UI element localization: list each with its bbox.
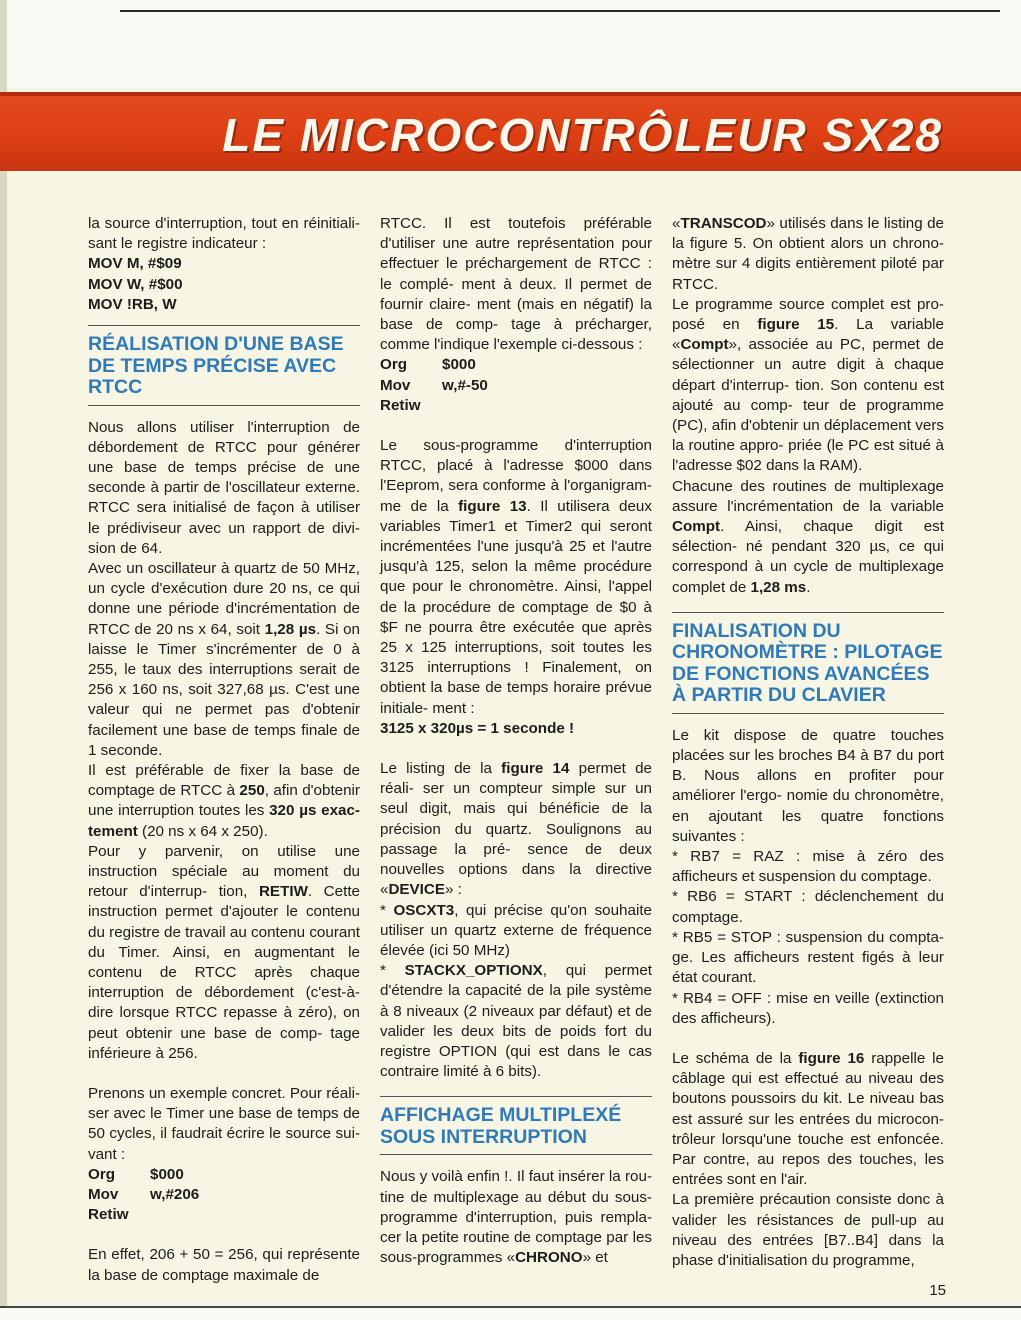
paragraph: Le schéma de la figure 16 rappelle le câblage qui est effectué au niveau des boutons poussoirs du kit. Le niveau bas est assuré sur les entrées du microcon- trôleur lorsqu'une touche est enfoncée. Par contre, au repos des touches, les entrées sont en l'air.: [672, 1049, 944, 1189]
list-item: * RB7 = RAZ : mise à zéro des afficheurs et suspension du comptage.: [672, 848, 944, 886]
list-item: * RB4 = OFF : mise en veille (extinction des afficheurs).: [672, 989, 944, 1027]
code-line: Mov w,#-50: [380, 376, 488, 394]
page-edge: [0, 0, 7, 1320]
code-line: Mov w,#206: [88, 1186, 200, 1204]
top-margin: [0, 0, 1021, 88]
title-banner: [0, 92, 1021, 171]
column-1: [88, 214, 360, 1286]
code-line: Retiw: [380, 396, 421, 414]
list-item: * RB6 = START : déclenchement du comptage.: [672, 888, 944, 926]
column-3: [672, 214, 944, 1271]
section-heading: AFFICHAGE MULTIPLEXÉ SOUS INTERRUPTION: [380, 1096, 652, 1155]
code-block: [88, 1165, 360, 1226]
code-line: MOV M, #$09: [88, 255, 182, 273]
column-2: [380, 214, 652, 1268]
paragraph: RTCC. Il est toutefois préférable d'utiliser une autre représentation pour effectuer le préchargement de RTCC : le complé- ment à deux. Il permet de fournir claire- ment (mais en négatif) la base de comp- tage à précharger, comme l'indique l'exemple ci-dessous :: [380, 215, 652, 354]
paragraph: En effet, 206 + 50 = 256, qui représente la base de comptage maximale de: [88, 1246, 360, 1284]
paragraph: La première précaution consiste donc à valider les résistances de pull-up au niveau des entrées [B7..B4] dans la phase d'initialisation du programme,: [672, 1191, 944, 1269]
paragraph: * STACKX_OPTIONX, qui permet d'étendre la capacité de la pile système à 8 niveaux (2 niveaux par défaut) et de valider les deux bits de poids fort du registre OPTION (qui est dans le cas contraire limité à 6 bits).: [380, 962, 652, 1081]
code-line: MOV W, #$00: [88, 275, 183, 293]
paragraph: Le kit dispose de quatre touches placées sur les broches B4 à B7 du port B. Nous allons en profiter pour améliorer l'ergo- nomie du chronomètre, en ajoutant les quatre fonctions suivantes :: [672, 726, 944, 845]
paragraph: Le sous-programme d'interruption RTCC, placé à l'adresse $000 dans l'Eeprom, sera conforme à l'organigram- me de la figure 13. Il utilisera deux variables Timer1 et Timer2 qui seront incrémentées l'une jusqu'à 25 et l'autre jusqu'à 125, selon la même procédure que pour le chronomètre. Ainsi, l'appel de la procédure de comptage de $0 à $F ne pourra être exécutée que après 25 x 125 interruptions, soit toutes les 3125 interruptions ! Finalement, on obtient la base de temps horaire prévue initiale- ment :: [380, 437, 652, 717]
section-heading: FINALISATION DU CHRONOMÈTRE : PILOTAGE DE FONCTIONS AVANCÉES À PARTIR DU CLAVIER: [672, 612, 944, 714]
paragraph: Nous y voilà enfin !. Il faut insérer la rou- tine de multiplexage au début du sous- programme d'interruption, puis rempla- cer la petite routine de comptage par les sous-programmes «CHRONO» et: [380, 1168, 652, 1267]
code-line: Org $000: [88, 1165, 184, 1183]
page-number: 15: [929, 1282, 946, 1299]
paragraph: Prenons un exemple concret. Pour réali- ser avec le Timer une base de temps de 50 cycles, il faudrait écrire le source sui- vant :: [88, 1085, 360, 1163]
code-block: [380, 355, 652, 416]
paragraph: Le listing de la figure 14 permet de réali- ser un compteur simple sur un seul digit, mais qui bénéficie de la précision du quartz. Soulignons au passage la pré- sence de deux nouvelles options dans la directive «DEVICE» :: [380, 760, 652, 899]
top-rule: [120, 10, 1000, 12]
paragraph: Avec un oscillateur à quartz de 50 MHz, un cycle d'exécution dure 20 ns, ce qui donne une période d'incrémentation de RTCC de 20 ns x 64, soit 1,28 µs. Si on laisse le Timer s'incrémenter de 0 à 255, le taux des interruptions serait de 256 x 160 ns, soit 327,68 µs. C'est une valeur qui ne permet pas d'obtenir facilement une base de temps finale de 1 seconde.: [88, 559, 360, 759]
code-line: Retiw: [88, 1206, 129, 1224]
paragraph: Pour y parvenir, on utilise une instruction spéciale au moment du retour d'interrup- tion, RETIW. Cette instruction permet d'ajouter le contenu du registre de travail au contenu courant du Timer. Ainsi, en augmentant le contenu de RTCC après chaque interruption de débordement (c'est-à-dire lorsque RTCC repasse à zéro), on peut obtenir une base de comp- tage inférieure à 256.: [88, 842, 360, 1062]
paragraph: Chacune des routines de multiplexage assure l'incrémentation de la variable Compt. Ainsi, chaque digit est sélection- né pendant 320 µs, ce qui correspond à un cycle de multiplexage complet de 1,28 ms.: [672, 477, 944, 596]
page-title: LE MICROCONTRÔLEUR SX28: [222, 109, 943, 161]
paragraph: Il est préférable de fixer la base de comptage de RTCC à 250, afin d'obtenir une interruption toutes les 320 µs exac- tement (20 ns x 64 x 250).: [88, 761, 360, 840]
paragraph: 3125 x 320µs = 1 seconde !: [380, 719, 575, 737]
paragraph: Le programme source complet est pro- posé en figure 15. La variable «Compt», associée au PC, permet de sélectionner un autre digit à chaque départ d'interrup- tion. Son contenu est ajouté au comp- teur de programme (PC), afin d'obtenir un déplacement vers la routine appro- priée (le PC est situé à l'adresse $02 dans la RAM).: [672, 295, 944, 475]
code-block: [88, 254, 360, 315]
section-heading: RÉALISATION D'UNE BASE DE TEMPS PRÉCISE AVEC RTCC: [88, 325, 360, 406]
paragraph: Nous allons utiliser l'interruption de débordement de RTCC pour générer une base de temps précise de une seconde à partir de l'oscillateur externe. RTCC sera initialisé de façon à utiliser le prédiviseur avec un rapport de divi- sion de 64.: [88, 418, 360, 557]
paragraph: «TRANSCOD» utilisés dans le listing de la figure 5. On obtient alors un chrono- mètre sur 4 digits entièrement piloté par RTCC.: [672, 215, 944, 293]
list-item: * RB5 = STOP : suspension du compta- ge. Les afficheurs restent figés à leur état courant.: [672, 928, 944, 987]
bottom-margin: [0, 1308, 1021, 1320]
code-line: MOV !RB, W: [88, 295, 177, 313]
paragraph: la source d'interruption, tout en réinitiali- sant le registre indicateur :: [88, 215, 360, 253]
code-line: Org $000: [380, 356, 476, 374]
paragraph: * OSCXT3, qui précise qu'on souhaite utiliser un quartz externe de fréquence élevée (ici 50 MHz): [380, 901, 652, 959]
